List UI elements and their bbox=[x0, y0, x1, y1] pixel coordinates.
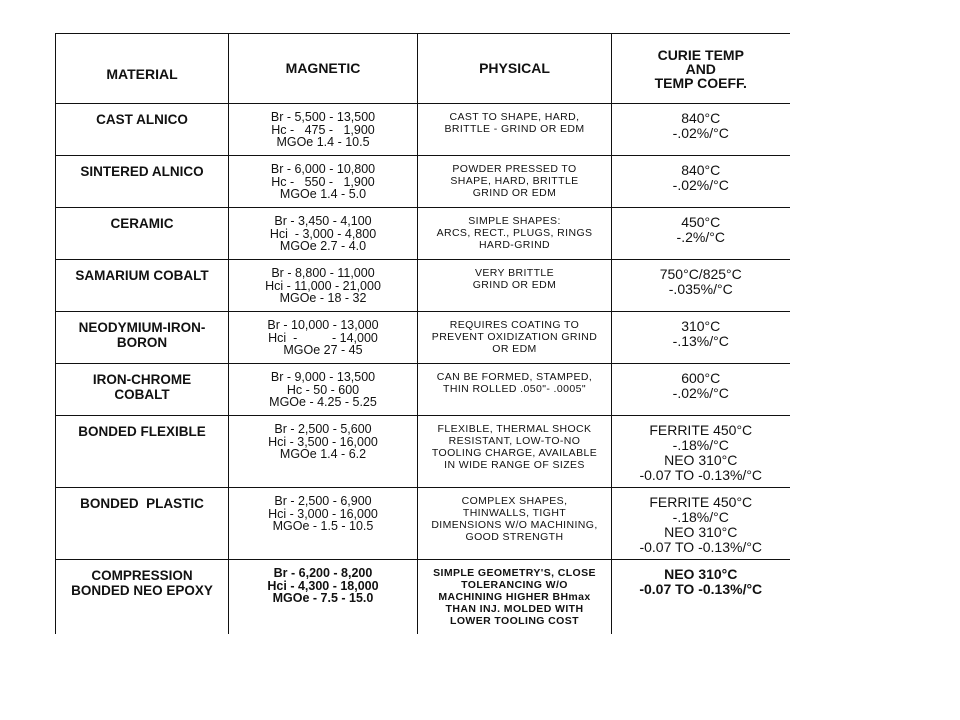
curie-temp-line: 310°C bbox=[681, 318, 721, 334]
physical-line: CAST TO SHAPE, HARD, bbox=[449, 111, 580, 123]
magnetic-line: Br - 6,200 - 8,200 bbox=[273, 566, 373, 580]
curie-temp-cell bbox=[612, 312, 790, 364]
curie-temp-line: -.035%/°C bbox=[668, 281, 733, 297]
magnetic-line: MGOe - 18 - 32 bbox=[279, 291, 367, 305]
physical-cell bbox=[418, 104, 612, 156]
magnetic-line: MGOe 1.4 - 10.5 bbox=[276, 135, 370, 149]
magnetic-line: MGOe - 7.5 - 15.0 bbox=[272, 591, 374, 605]
magnetic-line: MGOe 1.4 - 5.0 bbox=[279, 187, 367, 201]
magnetic-line: Br - 6,000 - 10,800 bbox=[270, 162, 376, 176]
physical-line: TOOLING CHARGE, AVAILABLE bbox=[431, 447, 598, 459]
table-row bbox=[56, 364, 790, 416]
curie-temp-line: 450°C bbox=[681, 214, 721, 230]
magnetic-line: Br - 10,000 - 13,000 bbox=[267, 318, 379, 332]
physical-line: POWDER PRESSED TO bbox=[452, 163, 577, 175]
curie-temp-line: FERRITE 450°C bbox=[649, 422, 753, 438]
physical-cell bbox=[418, 364, 612, 416]
header-row bbox=[56, 34, 790, 104]
physical-line: MACHINING HIGHER BHmax bbox=[438, 591, 591, 603]
physical-line: OR EDM bbox=[492, 343, 537, 355]
magnetic-line: Br - 8,800 - 11,000 bbox=[271, 266, 375, 280]
curie-temp-line: -.02%/°C bbox=[672, 177, 729, 193]
magnetic-line: Hci - 3,000 - 16,000 bbox=[268, 506, 378, 521]
magnetic-cell bbox=[229, 488, 418, 560]
material-cell bbox=[56, 560, 229, 634]
physical-cell bbox=[418, 156, 612, 208]
magnetic-cell bbox=[229, 312, 418, 364]
material-line: BONDED FLEXIBLE bbox=[78, 424, 206, 439]
material-cell bbox=[56, 488, 229, 560]
magnetic-line: MGOe 2.7 - 4.0 bbox=[279, 239, 367, 253]
curie-temp-cell bbox=[612, 364, 790, 416]
material-cell bbox=[56, 364, 229, 416]
physical-line: CAN BE FORMED, STAMPED, bbox=[436, 371, 593, 383]
physical-cell bbox=[418, 208, 612, 260]
magnetic-line: MGOe - 4.25 - 5.25 bbox=[269, 395, 377, 409]
magnetic-line: Hci - 11,000 - 21,000 bbox=[265, 278, 381, 293]
physical-line: FLEXIBLE, THERMAL SHOCK bbox=[437, 423, 592, 435]
magnetic-line: Br - 9,000 - 13,500 bbox=[270, 370, 376, 384]
curie-temp-cell bbox=[612, 416, 790, 488]
table-row bbox=[56, 560, 790, 634]
magnetic-cell bbox=[229, 364, 418, 416]
physical-cell bbox=[418, 260, 612, 312]
physical-line: COMPLEX SHAPES, bbox=[461, 495, 568, 507]
physical-line: SIMPLE GEOMETRY'S, CLOSE bbox=[433, 567, 596, 579]
curie-temp-line: -.18%/°C bbox=[672, 509, 729, 525]
magnetic-line: Br - 2,500 - 5,600 bbox=[274, 422, 372, 436]
magnetic-cell bbox=[229, 208, 418, 260]
magnetic-line: Hc - 550 - 1,900 bbox=[271, 174, 375, 189]
magnetic-line: Hc - 50 - 600 bbox=[286, 382, 360, 397]
physical-line: THIN ROLLED .050"- .0005" bbox=[443, 383, 586, 395]
physical-line: RESISTANT, LOW-TO-NO bbox=[448, 435, 581, 447]
curie-temp-line: -.18%/°C bbox=[672, 437, 729, 453]
magnetic-line: Br - 5,500 - 13,500 bbox=[270, 110, 376, 124]
material-line: SAMARIUM COBALT bbox=[75, 268, 209, 283]
material-line: IRON-CHROME bbox=[92, 372, 192, 387]
table-row bbox=[56, 260, 790, 312]
physical-line: PREVENT OXIDIZATION GRIND bbox=[431, 331, 598, 343]
physical-line: HARD-GRIND bbox=[478, 239, 551, 251]
material-line: SINTERED ALNICO bbox=[80, 164, 204, 179]
magnetic-line: Hci - 4,300 - 18,000 bbox=[267, 578, 379, 593]
physical-cell bbox=[418, 560, 612, 634]
header-material: MATERIAL bbox=[56, 34, 229, 104]
physical-cell bbox=[418, 488, 612, 560]
curie-temp-line: 750°C/825°C bbox=[659, 266, 742, 282]
curie-temp-line: -0.07 TO -0.13%/°C bbox=[639, 581, 763, 597]
magnetic-line: Hci - 3,000 - 4,800 bbox=[269, 226, 377, 241]
curie-temp-line: 600°C bbox=[681, 370, 721, 386]
magnetic-cell bbox=[229, 156, 418, 208]
curie-temp-line: -.02%/°C bbox=[672, 385, 729, 401]
curie-temp-line: -.13%/°C bbox=[672, 333, 729, 349]
physical-line: ARCS, RECT., PLUGS, RINGS bbox=[436, 227, 593, 239]
material-line: BONDED NEO EPOXY bbox=[71, 583, 213, 598]
curie-temp-cell bbox=[612, 260, 790, 312]
header-curie-line: AND bbox=[685, 60, 716, 77]
material-cell bbox=[56, 104, 229, 156]
header-physical: PHYSICAL bbox=[418, 34, 612, 104]
physical-line: TOLERANCING W/O bbox=[461, 579, 568, 591]
physical-line: BRITTLE - GRIND OR EDM bbox=[444, 123, 585, 135]
magnetic-line: Hci - - 14,000 bbox=[268, 330, 378, 345]
physical-line: IN WIDE RANGE OF SIZES bbox=[444, 459, 585, 471]
curie-temp-cell bbox=[612, 208, 790, 260]
physical-line: VERY BRITTLE bbox=[474, 267, 555, 279]
table-row bbox=[56, 104, 790, 156]
magnetic-line: Br - 2,500 - 6,900 bbox=[274, 494, 372, 508]
magnetic-line: Hc - 475 - 1,900 bbox=[271, 122, 375, 137]
curie-temp-cell bbox=[612, 560, 790, 634]
physical-line: DIMENSIONS W/O MACHINING, bbox=[431, 519, 598, 531]
curie-temp-line: FERRITE 450°C bbox=[649, 494, 753, 510]
physical-line: GRIND OR EDM bbox=[472, 279, 557, 291]
physical-line: GOOD STRENGTH bbox=[465, 531, 564, 543]
material-line: CAST ALNICO bbox=[96, 112, 188, 127]
material-cell bbox=[56, 416, 229, 488]
physical-line: SHAPE, HARD, BRITTLE bbox=[450, 175, 579, 187]
curie-temp-line: 840°C bbox=[681, 110, 721, 126]
physical-line: GRIND OR EDM bbox=[472, 187, 557, 199]
material-cell bbox=[56, 208, 229, 260]
header-magnetic: MAGNETIC bbox=[229, 34, 418, 104]
table-row bbox=[56, 488, 790, 560]
curie-temp-line: NEO 310°C bbox=[664, 452, 738, 468]
curie-temp-line: -.02%/°C bbox=[672, 125, 729, 141]
magnetic-cell bbox=[229, 104, 418, 156]
physical-line: SIMPLE SHAPES: bbox=[468, 215, 561, 227]
header-curie-temp bbox=[612, 34, 790, 104]
magnetic-cell bbox=[229, 560, 418, 634]
material-cell bbox=[56, 312, 229, 364]
table-row bbox=[56, 416, 790, 488]
curie-temp-line: NEO 310°C bbox=[664, 566, 738, 582]
curie-temp-line: NEO 310°C bbox=[664, 524, 738, 540]
curie-temp-line: -0.07 TO -0.13%/°C bbox=[639, 539, 763, 555]
physical-line: REQUIRES COATING TO bbox=[449, 319, 580, 331]
physical-line: THAN INJ. MOLDED WITH bbox=[445, 603, 584, 615]
curie-temp-cell bbox=[612, 488, 790, 560]
material-line: COBALT bbox=[114, 387, 170, 402]
physical-line: LOWER TOOLING COST bbox=[450, 615, 579, 627]
table-row bbox=[56, 312, 790, 364]
curie-temp-line: -0.07 TO -0.13%/°C bbox=[639, 467, 763, 483]
material-line: BONDED PLASTIC bbox=[80, 496, 204, 511]
physical-cell bbox=[418, 312, 612, 364]
magnetic-line: MGOe 1.4 - 6.2 bbox=[279, 447, 367, 461]
curie-temp-cell bbox=[612, 156, 790, 208]
table-row bbox=[56, 208, 790, 260]
magnetic-line: MGOe 27 - 45 bbox=[283, 343, 363, 357]
magnetic-line: Hci - 3,500 - 16,000 bbox=[268, 434, 378, 449]
material-line: CERAMIC bbox=[110, 216, 174, 231]
header-curie-line: TEMP COEFF. bbox=[654, 74, 747, 91]
physical-cell bbox=[418, 416, 612, 488]
magnetic-line: MGOe - 1.5 - 10.5 bbox=[272, 519, 374, 533]
magnetic-line: Br - 3,450 - 4,100 bbox=[274, 214, 372, 228]
table-row bbox=[56, 156, 790, 208]
physical-line: THINWALLS, TIGHT bbox=[462, 507, 567, 519]
header-curie-line: CURIE TEMP bbox=[657, 46, 744, 63]
material-line: BORON bbox=[116, 335, 168, 350]
material-cell bbox=[56, 156, 229, 208]
curie-temp-line: -.2%/°C bbox=[676, 229, 725, 245]
magnetic-cell bbox=[229, 260, 418, 312]
material-line: NEODYMIUM-IRON- bbox=[78, 320, 206, 335]
curie-temp-line: 840°C bbox=[681, 162, 721, 178]
material-line: COMPRESSION bbox=[91, 568, 193, 583]
magnetic-cell bbox=[229, 416, 418, 488]
material-cell bbox=[56, 260, 229, 312]
curie-temp-cell bbox=[612, 104, 790, 156]
magnet-materials-table bbox=[55, 33, 790, 634]
